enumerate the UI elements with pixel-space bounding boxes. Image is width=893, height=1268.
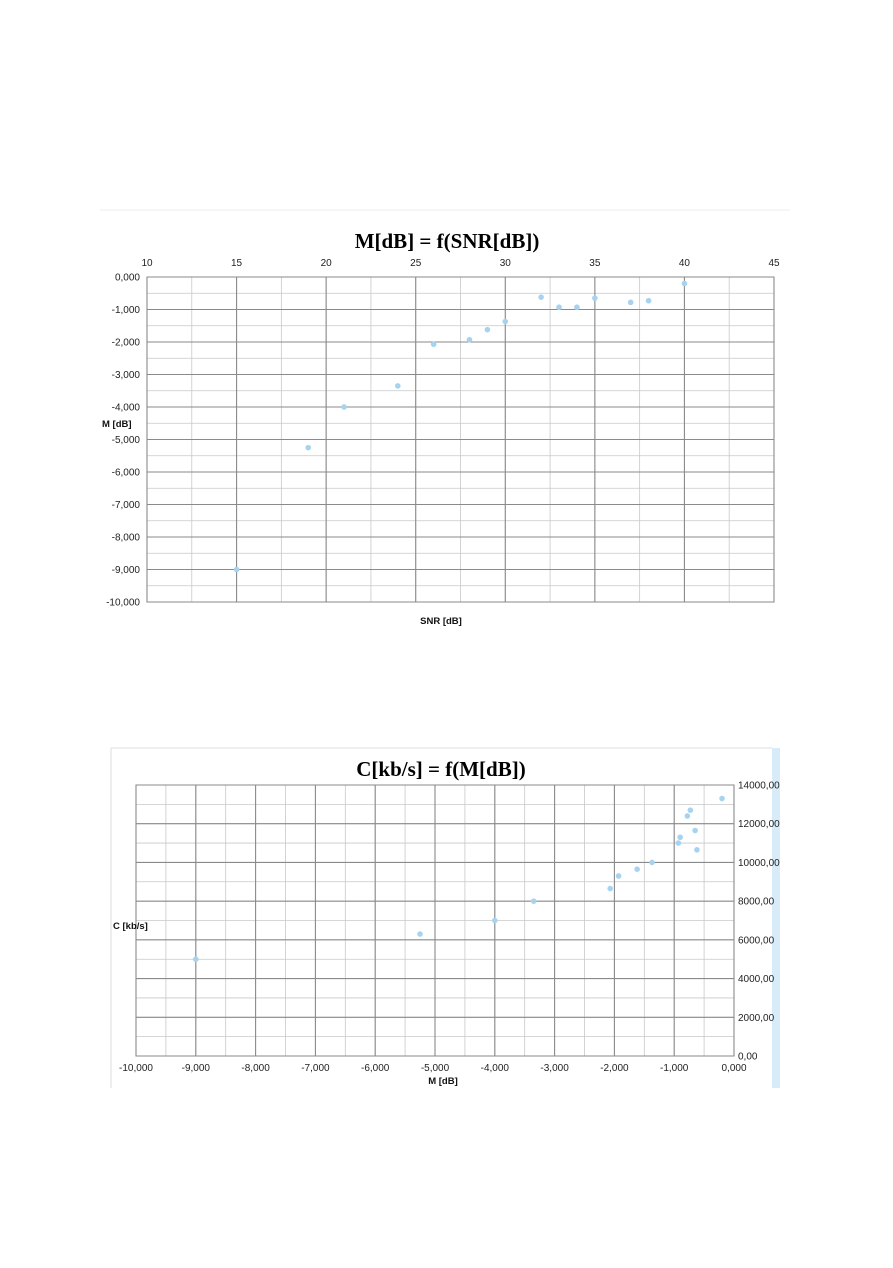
x-tick-label: -9,000 <box>181 1063 210 1074</box>
data-point <box>574 304 580 310</box>
data-point <box>692 828 698 834</box>
grid <box>147 277 774 602</box>
y-tick-label: -1,000 <box>111 305 140 316</box>
x-tick-label: -6,000 <box>361 1063 390 1074</box>
data-point <box>431 341 437 347</box>
data-point <box>341 404 347 410</box>
y-tick-label: 4000,00 <box>738 974 775 986</box>
y-tick-label: -3,000 <box>111 370 140 381</box>
x-tick-label: -1,000 <box>660 1063 689 1074</box>
data-point <box>607 886 613 892</box>
data-point <box>677 834 683 840</box>
chart-snr-margin <box>102 229 780 627</box>
data-point <box>234 567 240 573</box>
y-tick-label: -9,000 <box>111 565 140 576</box>
x-tick-label: 20 <box>320 258 332 269</box>
data-point <box>556 304 562 310</box>
x-tick-label: -7,000 <box>301 1063 330 1074</box>
x-tick-label: -3,000 <box>540 1063 569 1074</box>
x-tick-label: 35 <box>589 258 601 269</box>
x-tick-label: 30 <box>499 258 511 269</box>
x-tick-label: 15 <box>231 258 243 269</box>
x-tick-label: -5,000 <box>420 1063 450 1074</box>
data-point <box>395 383 401 389</box>
data-point <box>417 931 423 937</box>
y-tick-label: 14000,00 <box>738 780 780 792</box>
y-tick-label: -7,000 <box>111 500 140 511</box>
y-tick-label: 8000,00 <box>738 896 775 908</box>
chart-title: M[dB] = f(SNR[dB]) <box>354 229 540 253</box>
y-axis-label: C [kb/s] <box>113 921 148 932</box>
data-point <box>649 860 655 866</box>
data-point <box>676 840 682 846</box>
data-point <box>467 337 473 343</box>
y-tick-label: 12000,00 <box>738 819 780 831</box>
x-tick-label: -8,000 <box>241 1063 270 1074</box>
data-point <box>538 294 544 300</box>
y-tick-label: 6000,00 <box>738 935 775 947</box>
x-tick-label: 10 <box>141 258 153 269</box>
x-axis-label: M [dB] <box>428 1076 458 1087</box>
y-tick-label: 0,00 <box>738 1051 758 1063</box>
data-point <box>646 298 652 304</box>
data-point <box>628 300 634 306</box>
y-tick-label: -4,000 <box>111 402 140 414</box>
data-point <box>592 295 598 301</box>
x-tick-label: 40 <box>678 258 690 269</box>
x-axis-label: SNR [dB] <box>420 616 462 627</box>
data-point <box>694 847 700 853</box>
data-point <box>531 898 537 904</box>
y-tick-label: -6,000 <box>111 467 140 479</box>
data-point <box>682 281 688 287</box>
x-tick-labels <box>119 1063 747 1074</box>
y-tick-label: 0,000 <box>114 272 140 284</box>
y-axis-label: M [dB] <box>102 419 132 430</box>
data-point <box>688 807 694 813</box>
selection-highlight-strip <box>772 748 780 1088</box>
data-point <box>193 956 199 962</box>
y-tick-label: -8,000 <box>111 532 140 544</box>
data-point <box>502 319 508 325</box>
chart-margin-capacity <box>111 748 780 1088</box>
y-tick-label: -5,000 <box>111 435 140 446</box>
x-tick-labels <box>141 258 780 269</box>
x-tick-label: -10,000 <box>119 1063 153 1074</box>
y-tick-labels <box>106 273 140 609</box>
data-point <box>719 796 725 802</box>
data-point <box>616 873 622 879</box>
x-tick-label: 45 <box>768 258 780 269</box>
data-point <box>685 813 691 819</box>
y-tick-label: 10000,00 <box>738 857 780 869</box>
chart-title: C[kb/s] = f(M[dB]) <box>356 757 526 781</box>
y-tick-label: -10,000 <box>106 597 140 609</box>
data-points <box>193 796 725 962</box>
data-point <box>485 327 491 333</box>
x-tick-label: -4,000 <box>480 1063 509 1074</box>
y-tick-label: -2,000 <box>111 337 140 349</box>
data-point <box>305 445 311 451</box>
x-tick-label: 0,000 <box>721 1063 747 1074</box>
grid <box>136 785 734 1056</box>
data-point <box>634 866 640 872</box>
data-point <box>492 918 498 924</box>
x-tick-label: 25 <box>410 258 422 269</box>
y-tick-label: 2000,00 <box>738 1012 775 1024</box>
x-tick-label: -2,000 <box>600 1063 629 1074</box>
